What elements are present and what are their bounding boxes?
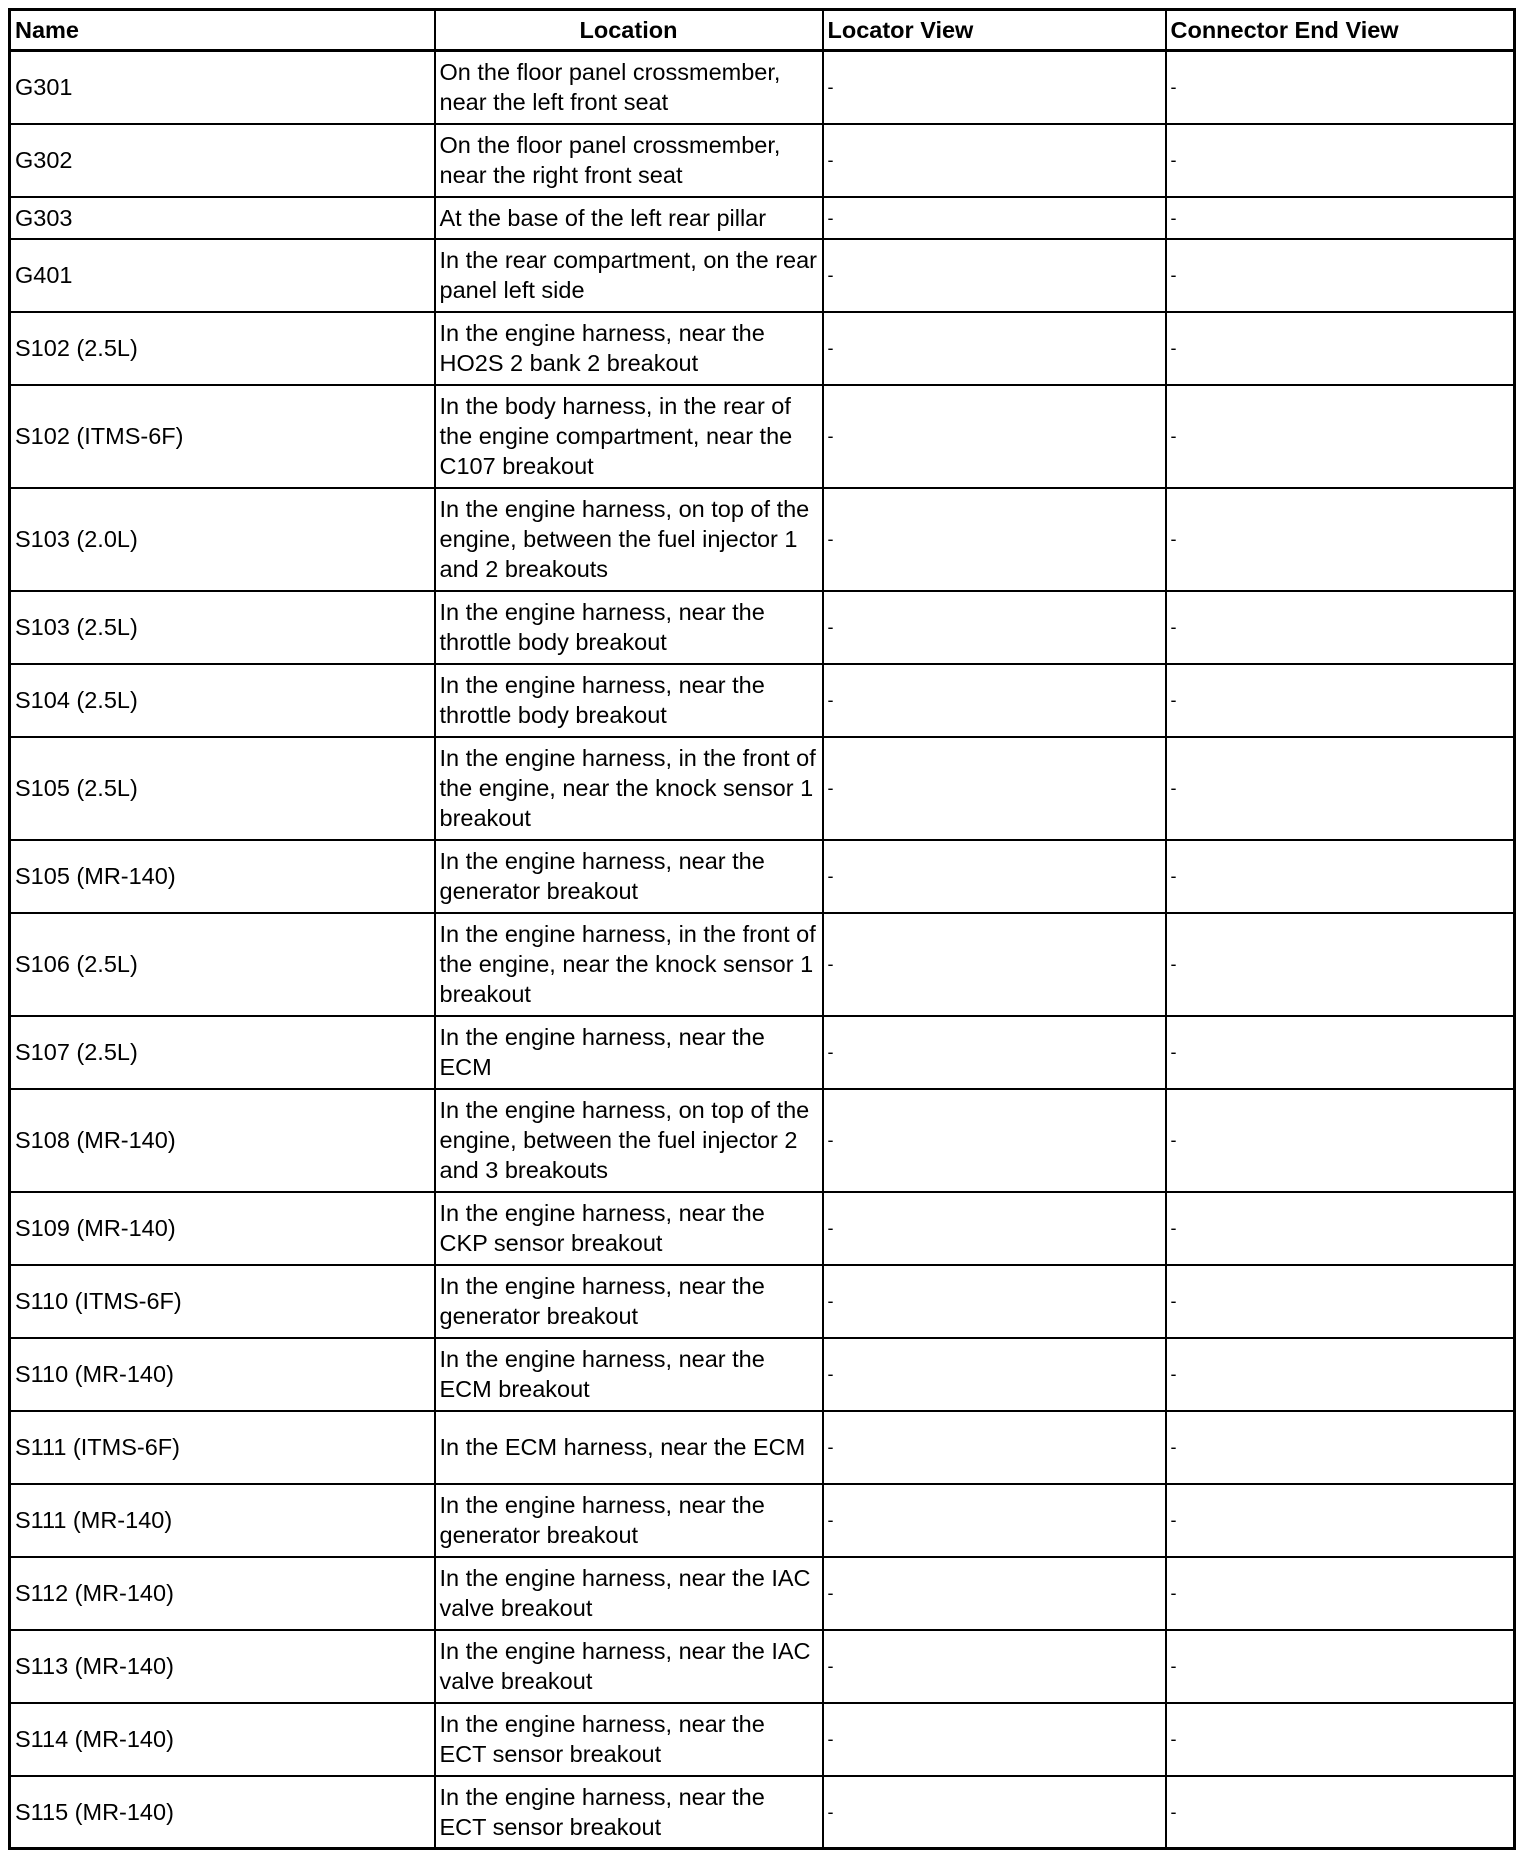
cell-location: In the engine harness, near the CKP sensor breakout [435,1192,823,1265]
table-row [10,488,1515,591]
table-body [10,51,1515,1849]
table-row [10,1557,1515,1630]
table-row [10,197,1515,239]
cell-location: In the ECM harness, near the ECM [435,1411,823,1484]
cell-locator-view: - [823,664,1166,737]
table-row [10,1265,1515,1338]
cell-location: In the engine harness, near the IAC valve breakout [435,1630,823,1703]
table-row [10,1484,1515,1557]
cell-location: In the engine harness, in the front of the engine, near the knock sensor 1 breakout [435,913,823,1016]
cell-locator-view: - [823,840,1166,913]
cell-name: S106 (2.5L) [10,913,435,1016]
cell-name: S108 (MR-140) [10,1089,435,1192]
table-row [10,1089,1515,1192]
table-row [10,1630,1515,1703]
cell-connector-end-view: - [1166,664,1515,737]
cell-connector-end-view: - [1166,591,1515,664]
table-row [10,1016,1515,1089]
cell-locator-view: - [823,1776,1166,1849]
cell-name: S115 (MR-140) [10,1776,435,1849]
cell-name: G302 [10,124,435,197]
cell-connector-end-view: - [1166,1338,1515,1411]
cell-connector-end-view: - [1166,1776,1515,1849]
table-row [10,239,1515,312]
table-row [10,124,1515,197]
cell-locator-view: - [823,737,1166,840]
component-location-table [8,8,1516,1850]
cell-name: S104 (2.5L) [10,664,435,737]
cell-locator-view: - [823,591,1166,664]
cell-connector-end-view: - [1166,1630,1515,1703]
table-row [10,913,1515,1016]
cell-name: S112 (MR-140) [10,1557,435,1630]
table-row [10,312,1515,385]
cell-connector-end-view: - [1166,51,1515,124]
cell-location: In the engine harness, near the generator breakout [435,840,823,913]
cell-location: In the engine harness, near the generator breakout [435,1484,823,1557]
cell-connector-end-view: - [1166,1265,1515,1338]
table-row [10,840,1515,913]
cell-location: In the engine harness, near the throttle body breakout [435,591,823,664]
table-row [10,591,1515,664]
header-locator-view: Locator View [823,10,1166,51]
cell-name: G401 [10,239,435,312]
cell-name: S110 (MR-140) [10,1338,435,1411]
header-name: Name [10,10,435,51]
cell-location: In the engine harness, near the IAC valve breakout [435,1557,823,1630]
cell-location: In the engine harness, near the HO2S 2 bank 2 breakout [435,312,823,385]
cell-connector-end-view: - [1166,385,1515,488]
cell-connector-end-view: - [1166,1703,1515,1776]
header-location: Location [435,10,823,51]
cell-connector-end-view: - [1166,1411,1515,1484]
cell-connector-end-view: - [1166,1557,1515,1630]
cell-name: S109 (MR-140) [10,1192,435,1265]
cell-name: S102 (2.5L) [10,312,435,385]
cell-location: In the engine harness, in the front of the engine, near the knock sensor 1 breakout [435,737,823,840]
cell-name: S105 (2.5L) [10,737,435,840]
cell-location: In the engine harness, near the ECT sensor breakout [435,1703,823,1776]
cell-name: G303 [10,197,435,239]
cell-locator-view: - [823,124,1166,197]
cell-locator-view: - [823,1630,1166,1703]
cell-name: S102 (ITMS-6F) [10,385,435,488]
cell-locator-view: - [823,1192,1166,1265]
table-row [10,664,1515,737]
cell-locator-view: - [823,1265,1166,1338]
cell-name: S105 (MR-140) [10,840,435,913]
header-connector-end-view: Connector End View [1166,10,1515,51]
cell-connector-end-view: - [1166,312,1515,385]
cell-name: S113 (MR-140) [10,1630,435,1703]
cell-locator-view: - [823,197,1166,239]
cell-name: S103 (2.5L) [10,591,435,664]
cell-locator-view: - [823,51,1166,124]
cell-connector-end-view: - [1166,1089,1515,1192]
cell-locator-view: - [823,1338,1166,1411]
cell-location: In the body harness, in the rear of the engine compartment, near the C107 breakout [435,385,823,488]
table-row [10,1338,1515,1411]
cell-location: In the engine harness, near the generator breakout [435,1265,823,1338]
cell-name: S111 (MR-140) [10,1484,435,1557]
cell-name: G301 [10,51,435,124]
header-row [10,10,1515,51]
cell-connector-end-view: - [1166,1016,1515,1089]
cell-locator-view: - [823,488,1166,591]
table-row [10,385,1515,488]
cell-locator-view: - [823,385,1166,488]
cell-locator-view: - [823,1484,1166,1557]
cell-connector-end-view: - [1166,488,1515,591]
cell-connector-end-view: - [1166,239,1515,312]
cell-location: In the engine harness, on top of the engine, between the fuel injector 1 and 2 breakouts [435,488,823,591]
cell-locator-view: - [823,239,1166,312]
table-row [10,1776,1515,1849]
cell-locator-view: - [823,1016,1166,1089]
cell-connector-end-view: - [1166,124,1515,197]
cell-locator-view: - [823,1089,1166,1192]
cell-name: S111 (ITMS-6F) [10,1411,435,1484]
cell-location: At the base of the left rear pillar [435,197,823,239]
cell-connector-end-view: - [1166,913,1515,1016]
cell-connector-end-view: - [1166,1484,1515,1557]
cell-locator-view: - [823,1703,1166,1776]
cell-connector-end-view: - [1166,840,1515,913]
table-row [10,1192,1515,1265]
cell-name: S114 (MR-140) [10,1703,435,1776]
table-row [10,1703,1515,1776]
cell-name: S103 (2.0L) [10,488,435,591]
cell-name: S107 (2.5L) [10,1016,435,1089]
cell-location: In the engine harness, near the throttle body breakout [435,664,823,737]
cell-location: In the engine harness, near the ECM breakout [435,1338,823,1411]
cell-locator-view: - [823,1411,1166,1484]
cell-connector-end-view: - [1166,1192,1515,1265]
cell-locator-view: - [823,913,1166,1016]
cell-location: On the floor panel crossmember, near the right front seat [435,124,823,197]
cell-locator-view: - [823,1557,1166,1630]
cell-location: On the floor panel crossmember, near the left front seat [435,51,823,124]
cell-location: In the engine harness, near the ECM [435,1016,823,1089]
cell-location: In the engine harness, near the ECT sensor breakout [435,1776,823,1849]
cell-location: In the rear compartment, on the rear panel left side [435,239,823,312]
cell-connector-end-view: - [1166,197,1515,239]
cell-connector-end-view: - [1166,737,1515,840]
table-header [10,10,1515,51]
table-row [10,51,1515,124]
cell-locator-view: - [823,312,1166,385]
table-row [10,737,1515,840]
cell-name: S110 (ITMS-6F) [10,1265,435,1338]
table-row [10,1411,1515,1484]
cell-location: In the engine harness, on top of the engine, between the fuel injector 2 and 3 breakouts [435,1089,823,1192]
